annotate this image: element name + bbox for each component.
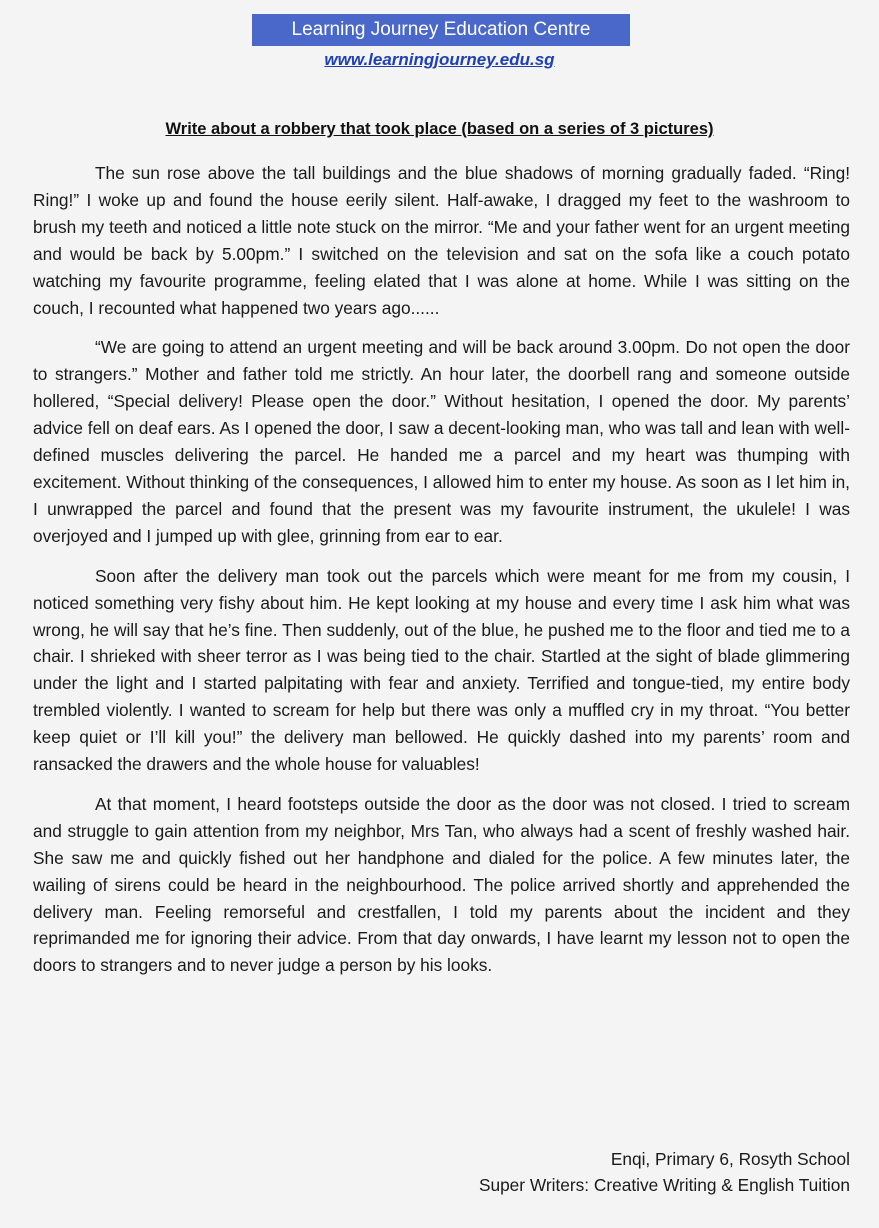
paragraph-4: At that moment, I heard footsteps outside the door as the door was not closed. I tried to scream and struggle to gain attention from my neighbor, Mrs Tan, who always had a scent of freshly washed hair. She saw me and quickly fished out her handphone and dialed for the police. A few minutes later, the wailing of sirens could be heard in the neighbourhood. The police arrived shortly and apprehended the delivery man. Feeling remorseful and crestfallen, I told my parents about the incident and they reprimanded me for ignoring their advice. From that day onwards, I have learnt my lesson not to open the doors to strangers and to never judge a person by his looks. — [33, 793, 850, 976]
organisation-line: Super Writers: Creative Writing & English Tuition — [478, 1175, 850, 1195]
essay-body — [33, 160, 850, 992]
centre-name-banner: Learning Journey Education Centre — [252, 14, 630, 46]
paragraph-2: “We are going to attend an urgent meeting and will be back around 3.00pm. Do not open the door to strangers.” Mother and father told me strictly. An hour later, the doorbell rang and someone outside hollered, “Special delivery! Please open the door.” Without hesitation, I opened the door. My parents’ advice fell on deaf ears. As I opened the door, I saw a decent-looking man, who was tall and lean with well-defined muscles delivering the parcel. He handed me a parcel and my heart was thumping with excitement. Without thinking of the consequences, I allowed him to enter my house. As soon as I let him in, I unwrapped the parcel and found that the present was my favourite instrument, the ukulele! I was overjoyed and I jumped up with glee, grinning from ear to ear. — [33, 337, 850, 546]
website-link[interactable]: www.learningjourney.edu.sg — [324, 50, 555, 69]
signature-block — [479, 1146, 850, 1198]
author-line: Enqi, Primary 6, Rosyth School — [610, 1149, 850, 1169]
essay-title: Write about a robbery that took place (based on a series of 3 pictures) — [165, 120, 714, 138]
paragraph-3: Soon after the delivery man took out the parcels which were meant for me from my cousin, I noticed something very fishy about him. He kept looking at my house and every time I ask him what was wrong, he will say that he’s fine. Then suddenly, out of the blue, he pushed me to the floor and tied me to a chair. I shrieked with sheer terror as I was being tied to the chair. Startled at the sight of blade glimmering under the light and I started palpitating with fear and anxiety. Terrified and tongue-tied, my entire body trembled violently. I wanted to scream for help but there was only a muffled cry in my throat. “You better keep quiet or I’ll kill you!” the delivery man bellowed. He quickly dashed into my parents’ room and ransacked the drawers and the whole house for valuables! — [33, 565, 850, 775]
paragraph-1: The sun rose above the tall buildings and the blue shadows of morning gradually faded. “Ring! Ring!” I woke up and found the house eerily silent. Half-awake, I dragged my feet to the washroom to brush my teeth and noticed a little note stuck on the mirror. “Me and your father went for an urgent meeting and would be back by 5.00pm.” I switched on the television and sat on the sofa like a couch potato watching my favourite programme, feeling elated that I was alone at home. While I was sitting on the couch, I recounted what happened two years ago...... — [33, 163, 850, 318]
